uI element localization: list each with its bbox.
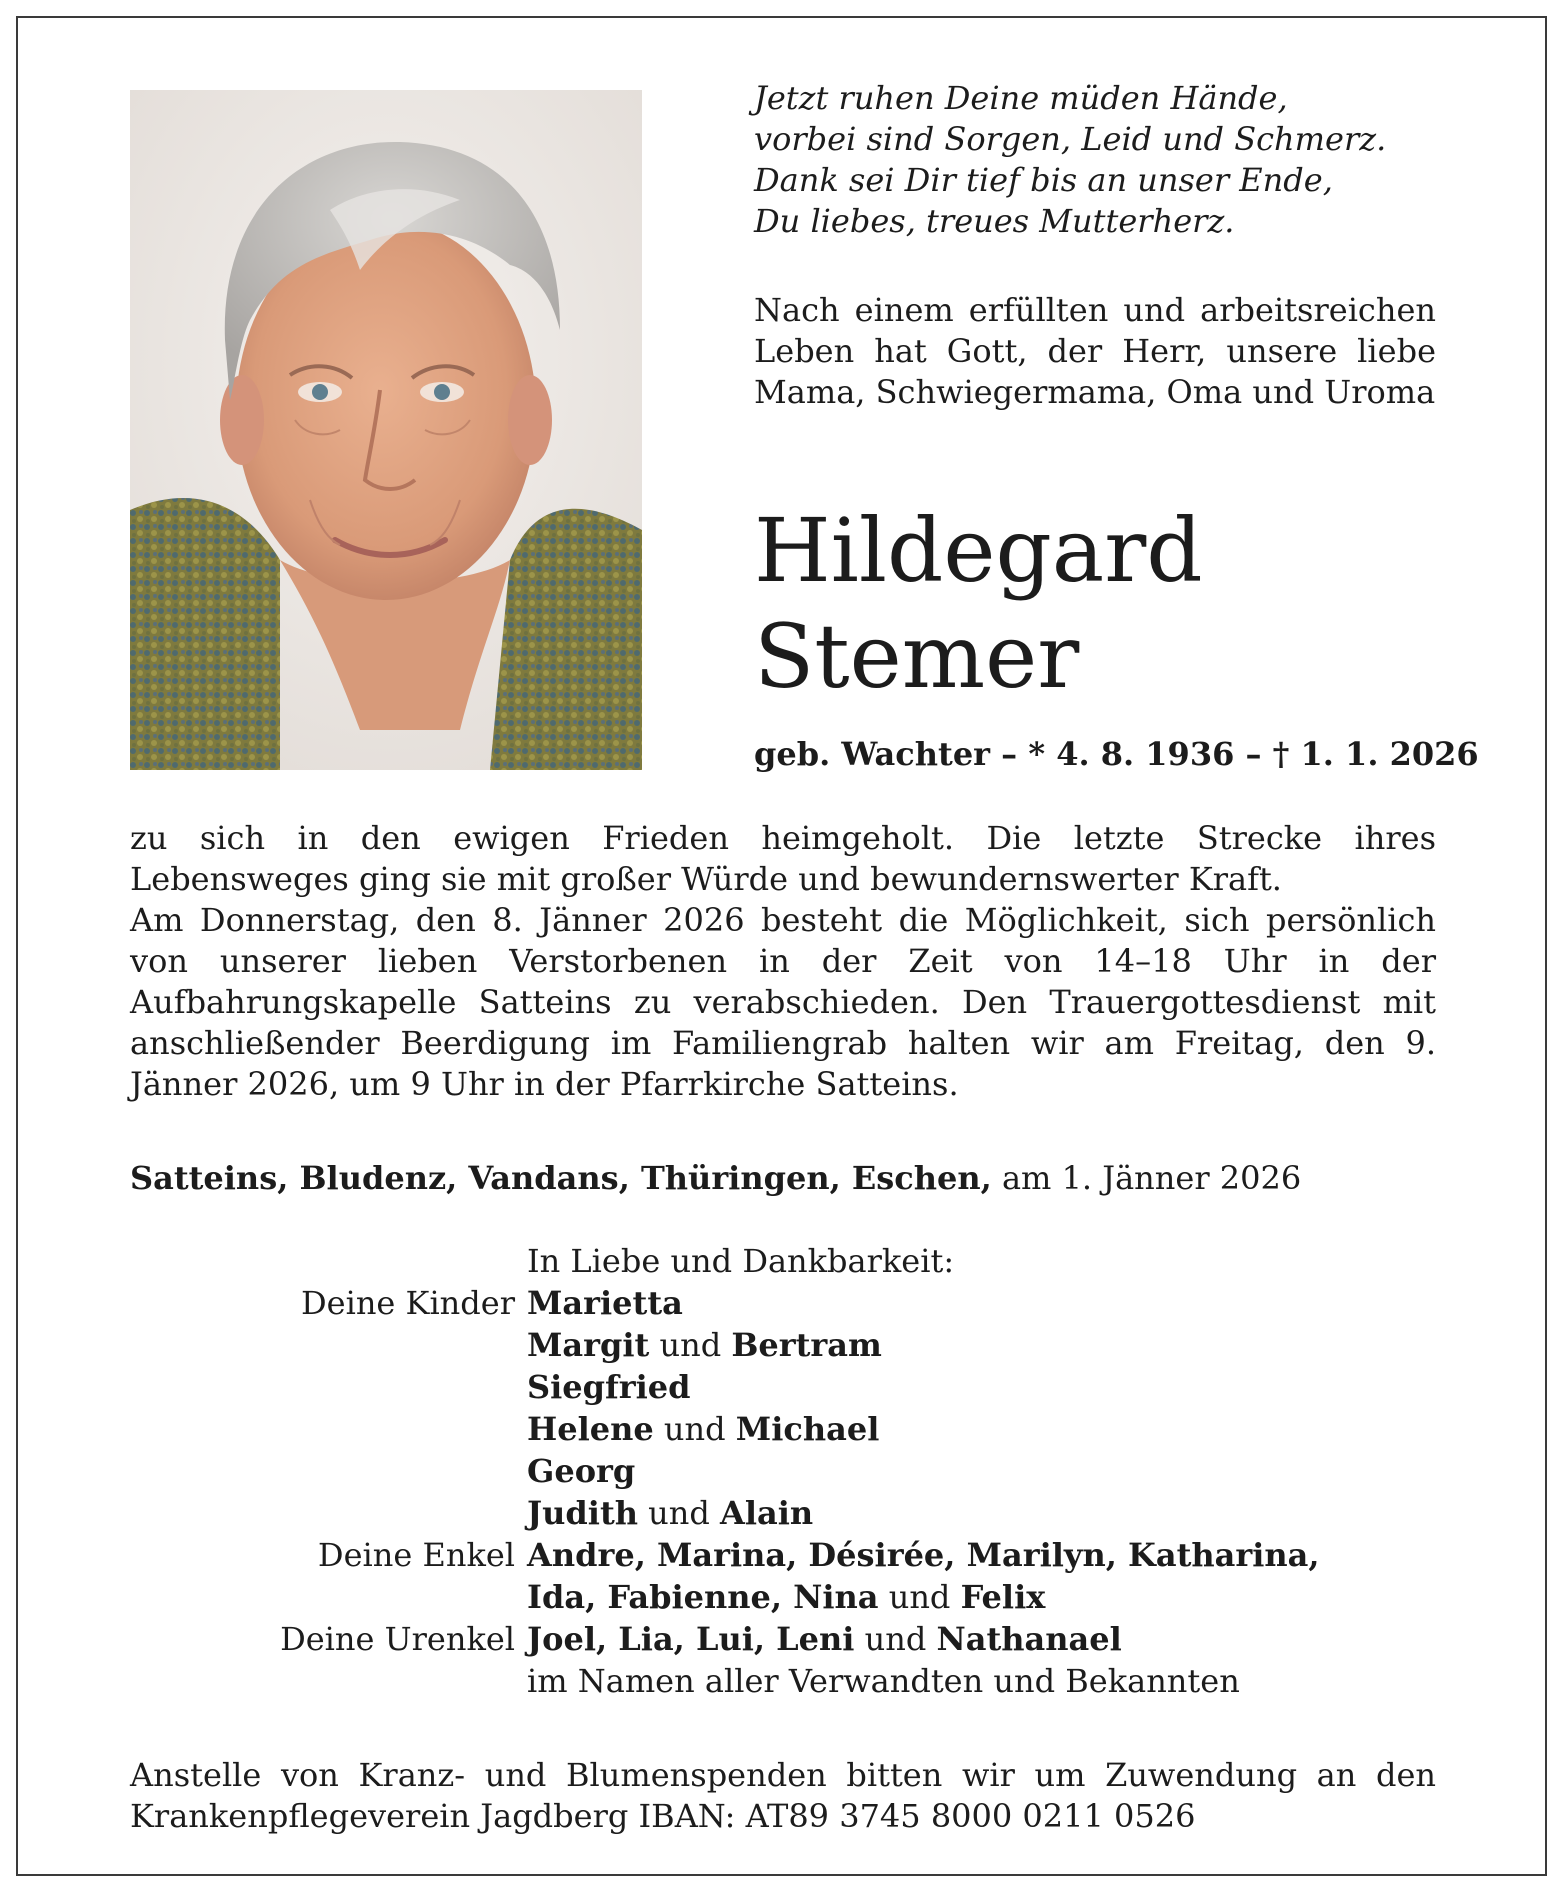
grandchildren-names: Andre, Marina, Désirée, Marilyn, Katharina, [527, 1536, 1320, 1574]
connector: und [649, 1326, 732, 1364]
places-line [130, 1158, 1436, 1198]
poem [754, 78, 1454, 242]
places-date: am 1. Jänner 2026 [991, 1159, 1302, 1197]
child-name: Margit [527, 1326, 650, 1364]
spouse-name: Michael [735, 1410, 880, 1448]
places-towns: Satteins, Bludenz, Vandans, Thüringen, Eschen, [130, 1159, 992, 1197]
spouse-name: Alain [720, 1494, 814, 1532]
great-grandchild-name: Nathanael [936, 1620, 1122, 1658]
family-row [130, 1366, 1436, 1408]
great-grandchildren-label: Deine Urenkel [280, 1620, 515, 1658]
announcement-body [130, 818, 1436, 1105]
family-row [130, 1618, 1436, 1660]
family-row [130, 1576, 1436, 1618]
family-row [130, 1534, 1436, 1576]
birth-death-dates: geb. Wachter – * 4. 8. 1936 – † 1. 1. 2026 [754, 735, 1479, 773]
spouse-name: Bertram [731, 1326, 882, 1364]
grandchildren-names: Ida, Fabienne, Nina [527, 1578, 879, 1616]
family-heading: In Liebe und Dankbarkeit: [527, 1242, 955, 1280]
first-name: Hildegard [754, 499, 1203, 602]
family-list [130, 1240, 1436, 1702]
poem-line: Jetzt ruhen Deine müden Hände, [754, 79, 1288, 117]
connector: und [637, 1494, 721, 1532]
family-row [130, 1408, 1436, 1450]
family-heading-row [130, 1240, 1436, 1282]
portrait-photo [130, 90, 642, 770]
child-name: Judith [527, 1494, 638, 1532]
portrait-image [130, 90, 642, 770]
body-paragraph: Am Donnerstag, den 8. Jänner 2026 besteht die Möglichkeit, sich persönlich von unserer lieben Verstorbenen in der Zeit von 14–18 Uhr in der Aufbahrungskapelle Satteins zu verabschieden. Den Trauergottesdienst mit anschließender Beerdigung im Familiengrab halten wir am Freitag, den 9. Jänner 2026, um 9 Uhr in der Pfarrkirche Satteins. [130, 901, 1436, 1103]
family-row [130, 1660, 1436, 1702]
grandchild-name: Felix [960, 1578, 1046, 1616]
deceased-name [754, 498, 1454, 710]
child-name: Georg [527, 1452, 636, 1490]
poem-line: Dank sei Dir tief bis an unser Ende, [754, 161, 1333, 199]
family-row [130, 1324, 1436, 1366]
family-row [130, 1450, 1436, 1492]
children-label: Deine Kinder [300, 1284, 515, 1322]
child-name: Marietta [527, 1284, 683, 1322]
intro-text: Nach einem erfüllten und arbeitsreichen Leben hat Gott, der Herr, unsere liebe Mama, Schwiegermama, Oma und Uroma [754, 291, 1436, 411]
child-name: Siegfried [527, 1368, 691, 1406]
last-name: Stemer [754, 605, 1080, 708]
family-row [130, 1282, 1436, 1324]
family-footer: im Namen aller Verwandten und Bekannten [527, 1662, 1240, 1700]
family-row [130, 1492, 1436, 1534]
body-paragraph: zu sich in den ewigen Frieden heimgeholt. Die letzte Strecke ihres Lebensweges ging sie mit großer Würde und bewundernswerter Kraft. [130, 819, 1436, 898]
great-grandchildren-names: Joel, Lia, Lui, Leni [527, 1620, 855, 1658]
poem-line: Du liebes, treues Mutterherz. [754, 202, 1235, 240]
connector: und [854, 1620, 937, 1658]
grandchildren-label: Deine Enkel [317, 1536, 515, 1574]
donation-note: Anstelle von Kranz- und Blumenspenden bitten wir um Zuwendung an den Krankenpflegeverein Jagdberg IBAN: AT89 3745 8000 0211 0526 [130, 1756, 1436, 1835]
poem-line: vorbei sind Sorgen, Leid und Schmerz. [754, 120, 1387, 158]
child-name: Helene [527, 1410, 654, 1448]
connector: und [653, 1410, 736, 1448]
connector: und [878, 1578, 961, 1616]
